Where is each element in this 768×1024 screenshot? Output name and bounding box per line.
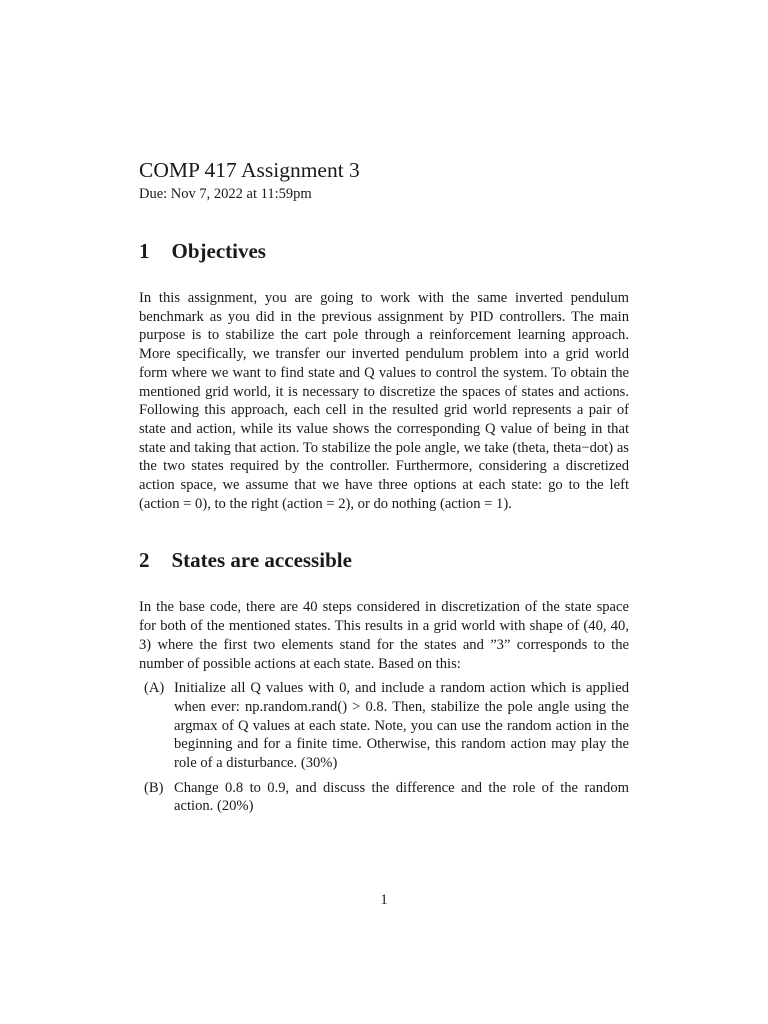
page-number: 1	[380, 892, 388, 908]
objectives-paragraph: In this assignment, you are going to work with the same inverted pendulum benchmark as you did in the previous assignment by PID controllers. The main purpose is to stabilize the cart pole through a reinforcement learning approach. More specifically, we transfer our inverted pendulum problem into a grid world form where we want to find state and Q values to control the system. To obtain the mentioned grid world, it is necessary to discretize the spaces of states and actions. Following this approach, each cell in the resulted grid world represents a pair of state and action, while its value shows the corresponding Q value of being in that state and taking that action. To stabilize the pole angle, we take (theta, theta−dot) as the two states required by the controller. Furthermore, considering a discretized action space, we assume that we have three options at each state: go to the left (action = 0), to the right (action = 2), or do nothing (action = 1).	[139, 290, 629, 512]
list-item	[139, 779, 629, 816]
section-heading-states	[139, 546, 629, 574]
item-label: (B)	[144, 779, 164, 796]
section-number: 1	[139, 239, 150, 263]
item-text: Change 0.8 to 0.9, and discuss the difference and the role of the random action. (20%)	[174, 779, 629, 815]
states-paragraph: In the base code, there are 40 steps considered in discretization of the state space for both of the mentioned states. This results in a grid world with shape of (40, 40, 3) where the first two elements stand for the states and ”3” corresponds to the number of possible actions at each state. Based on this:	[139, 599, 629, 672]
task-list	[139, 679, 629, 816]
section-title: Objectives	[171, 239, 266, 263]
document-title: COMP 417 Assignment 3	[139, 158, 360, 182]
section-number: 2	[139, 548, 150, 573]
due-date: Due: Nov 7, 2022 at 11:59pm	[139, 186, 312, 202]
document-page	[139, 156, 629, 816]
item-text: Initialize all Q values with 0, and include a random action which is applied when ever: np.random.rand() > 0.8. Then, stabilize the pole angle using the argmax of Q values at each state. Note, you can use the random action in the beginning and for a finite time. Otherwise, this random action may play the role of a disturbance. (30%)	[174, 680, 629, 772]
section-title: States are accessible	[171, 548, 352, 573]
list-item	[139, 679, 629, 773]
section-heading-objectives	[139, 237, 629, 265]
item-label: (A)	[144, 680, 165, 697]
